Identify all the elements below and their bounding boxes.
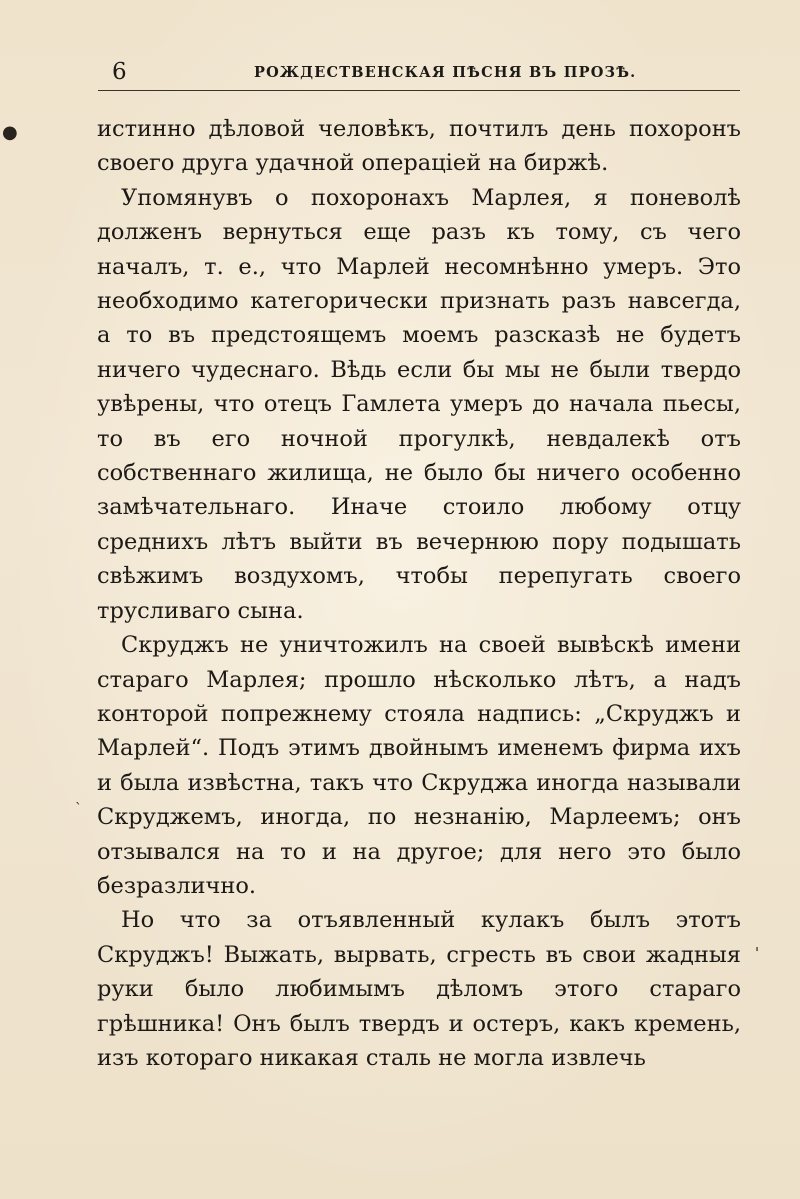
page-header — [98, 58, 740, 91]
paragraph: Скруджъ не уничтожилъ на своей вывѣскѣ имени стараго Марлея; прошло нѣсколько лѣтъ, а надъ конторой попрежнему стояла надпись: „Скруджъ и Марлей“. Подъ этимъ двойнымъ именемъ фирма ихъ и была извѣстна, такъ что Скруджа иногда называли Скруджемъ, иногда, по незнанію, Марлеемъ; онъ отзывался на то и на другое; для него это было безразлично. — [97, 632, 741, 899]
paragraph: Но что за отъявленный кулакъ былъ этотъ Скруджъ! Выжать, вырвать, сгресть въ свои жадныя руки было любимымъ дѣломъ этого стараго грѣшника! Онъ былъ твердъ и остеръ, какъ кремень, изъ котораго никакая сталь не могла извлечь — [97, 907, 741, 1071]
ink-speck: ' — [755, 944, 760, 962]
paragraph: истинно дѣловой человѣкъ, почтилъ день похоронъ своего друга удачной операціей на биржѣ. — [97, 116, 741, 177]
body-text — [97, 112, 741, 1075]
paragraph: Упомянувъ о похоронахъ Марлея, я поневолѣ долженъ вернуться еще разъ къ тому, съ чего началъ, т. е., что Марлей несомнѣнно умеръ. Это необходимо категорически признать разъ навсегда, а то въ предстоящемъ моемъ разсказѣ не будетъ ничего чудеснаго. Вѣдь если бы мы не были твердо увѣрены, что отецъ Гамлета умеръ до начала пьесы, то въ его ночной прогулкѣ, невдалекѣ отъ собственнаго жилища, не было бы ничего особенно замѣчательнаго. Иначе стоило любому отцу среднихъ лѣтъ выйти въ вечернюю пору подышать свѣжимъ воздухомъ, чтобы перепугать своего трусливаго сына. — [97, 184, 741, 624]
ink-speck: ` — [75, 801, 82, 817]
page-number: 6 — [112, 59, 127, 85]
ink-speck: ● — [2, 122, 18, 143]
running-title: РОЖДЕСТВЕНСКАЯ ПѢСНЯ ВЪ ПРОЗѢ. — [254, 64, 637, 81]
